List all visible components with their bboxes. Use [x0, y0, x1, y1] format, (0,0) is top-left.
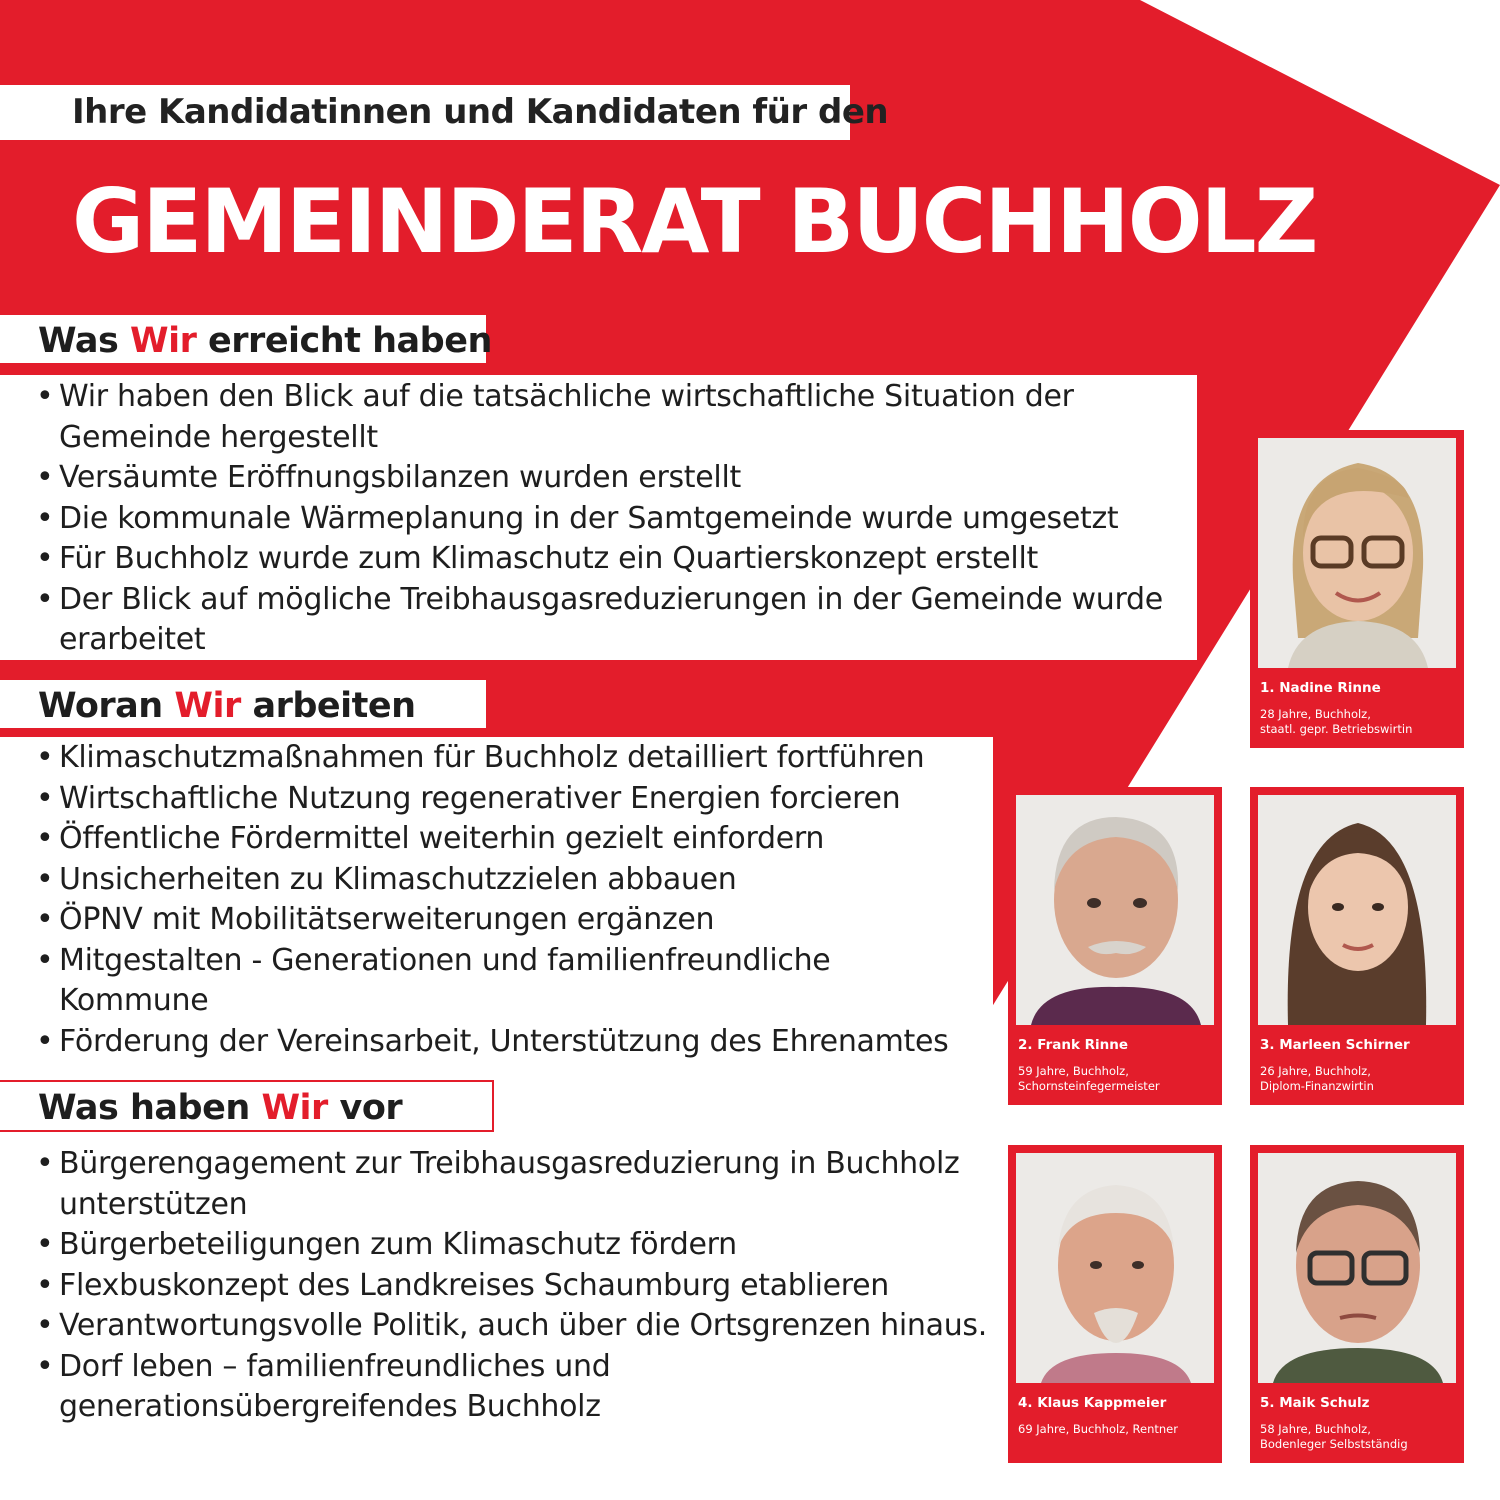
candidate-name: 1. Nadine Rinne — [1260, 680, 1381, 696]
candidate-description: 26 Jahre, Buchholz, Diplom-Finanzwirtin — [1260, 1064, 1374, 1093]
bullet-list-vor — [36, 1144, 996, 1428]
list-item: • Bürgerengagement zur Treibhausgasreduzierung in Buchholz unterstützen — [36, 1144, 996, 1225]
section-heading-erreicht: Was Wir erreicht haben — [0, 313, 488, 365]
list-item: • Wir haben den Blick auf die tatsächliche wirtschaftliche Situation der Gemeinde hergestellt — [36, 377, 1186, 458]
candidate-name: 4. Klaus Kappmeier — [1018, 1395, 1167, 1411]
section-heading-arbeiten: Woran Wir arbeiten — [0, 678, 488, 730]
list-item: • Unsicherheiten zu Klimaschutzzielen abbauen — [36, 860, 986, 901]
candidate-photo — [1016, 795, 1214, 1025]
candidate-description: 59 Jahre, Buchholz, Schornsteinfegermeister — [1018, 1064, 1160, 1093]
list-item: • Der Blick auf mögliche Treibhausgasreduzierungen in der Gemeinde wurde erarbeitet — [36, 580, 1186, 661]
list-item: • Förderung der Vereinsarbeit, Unterstützung des Ehrenamtes — [36, 1022, 986, 1063]
list-item: • ÖPNV mit Mobilitätserweiterungen ergänzen — [36, 900, 986, 941]
list-item: • Öffentliche Fördermittel weiterhin gezielt einfordern — [36, 819, 986, 860]
list-item: • Wirtschaftliche Nutzung regenerativer Energien forcieren — [36, 779, 986, 820]
candidate-description: 28 Jahre, Buchholz, staatl. gepr. Betriebswirtin — [1260, 707, 1413, 736]
candidate-photo — [1258, 1153, 1456, 1383]
candidate-photo — [1258, 438, 1456, 668]
candidate-name: 2. Frank Rinne — [1018, 1037, 1129, 1053]
list-item: • Klimaschutzmaßnahmen für Buchholz detailliert fortführen — [36, 738, 986, 779]
candidate-photo — [1016, 1153, 1214, 1383]
candidate-description: 58 Jahre, Buchholz, Bodenleger Selbstständig — [1260, 1422, 1408, 1451]
section-heading-vor: Was haben Wir vor — [0, 1080, 494, 1132]
section-panel-arbeiten — [0, 737, 993, 1075]
list-item: • Versäumte Eröffnungsbilanzen wurden erstellt — [36, 458, 1186, 499]
list-item: • Flexbuskonzept des Landkreises Schaumburg etablieren — [36, 1266, 996, 1307]
bullet-list-arbeiten — [36, 738, 986, 1062]
list-item: • Die kommunale Wärmeplanung in der Samtgemeinde wurde umgesetzt — [36, 499, 1186, 540]
candidate-name: 5. Maik Schulz — [1260, 1395, 1370, 1411]
list-item: • Dorf leben – familienfreundliches und generationsübergreifendes Buchholz — [36, 1347, 996, 1428]
list-item: • Verantwortungsvolle Politik, auch über die Ortsgrenzen hinaus. — [36, 1306, 996, 1347]
candidate-description: 69 Jahre, Buchholz, Rentner — [1018, 1422, 1178, 1436]
candidate-card-3 — [1250, 787, 1464, 1105]
subtitle: Ihre Kandidatinnen und Kandidaten für den — [72, 92, 889, 132]
bullet-list-erreicht — [36, 377, 1186, 661]
page-title: GEMEINDERAT BUCHHOLZ — [72, 170, 1317, 273]
candidate-card-2 — [1008, 787, 1222, 1105]
candidate-name: 3. Marleen Schirner — [1260, 1037, 1410, 1053]
section-panel-erreicht — [0, 375, 1197, 660]
candidate-card-1 — [1250, 430, 1464, 748]
list-item: • Bürgerbeteiligungen zum Klimaschutz fördern — [36, 1225, 996, 1266]
candidate-photo — [1258, 795, 1456, 1025]
candidate-card-4 — [1008, 1145, 1222, 1463]
list-item: • Für Buchholz wurde zum Klimaschutz ein Quartierskonzept erstellt — [36, 539, 1186, 580]
candidate-card-5 — [1250, 1145, 1464, 1463]
list-item: • Mitgestalten - Generationen und familienfreundliche Kommune — [36, 941, 986, 1022]
